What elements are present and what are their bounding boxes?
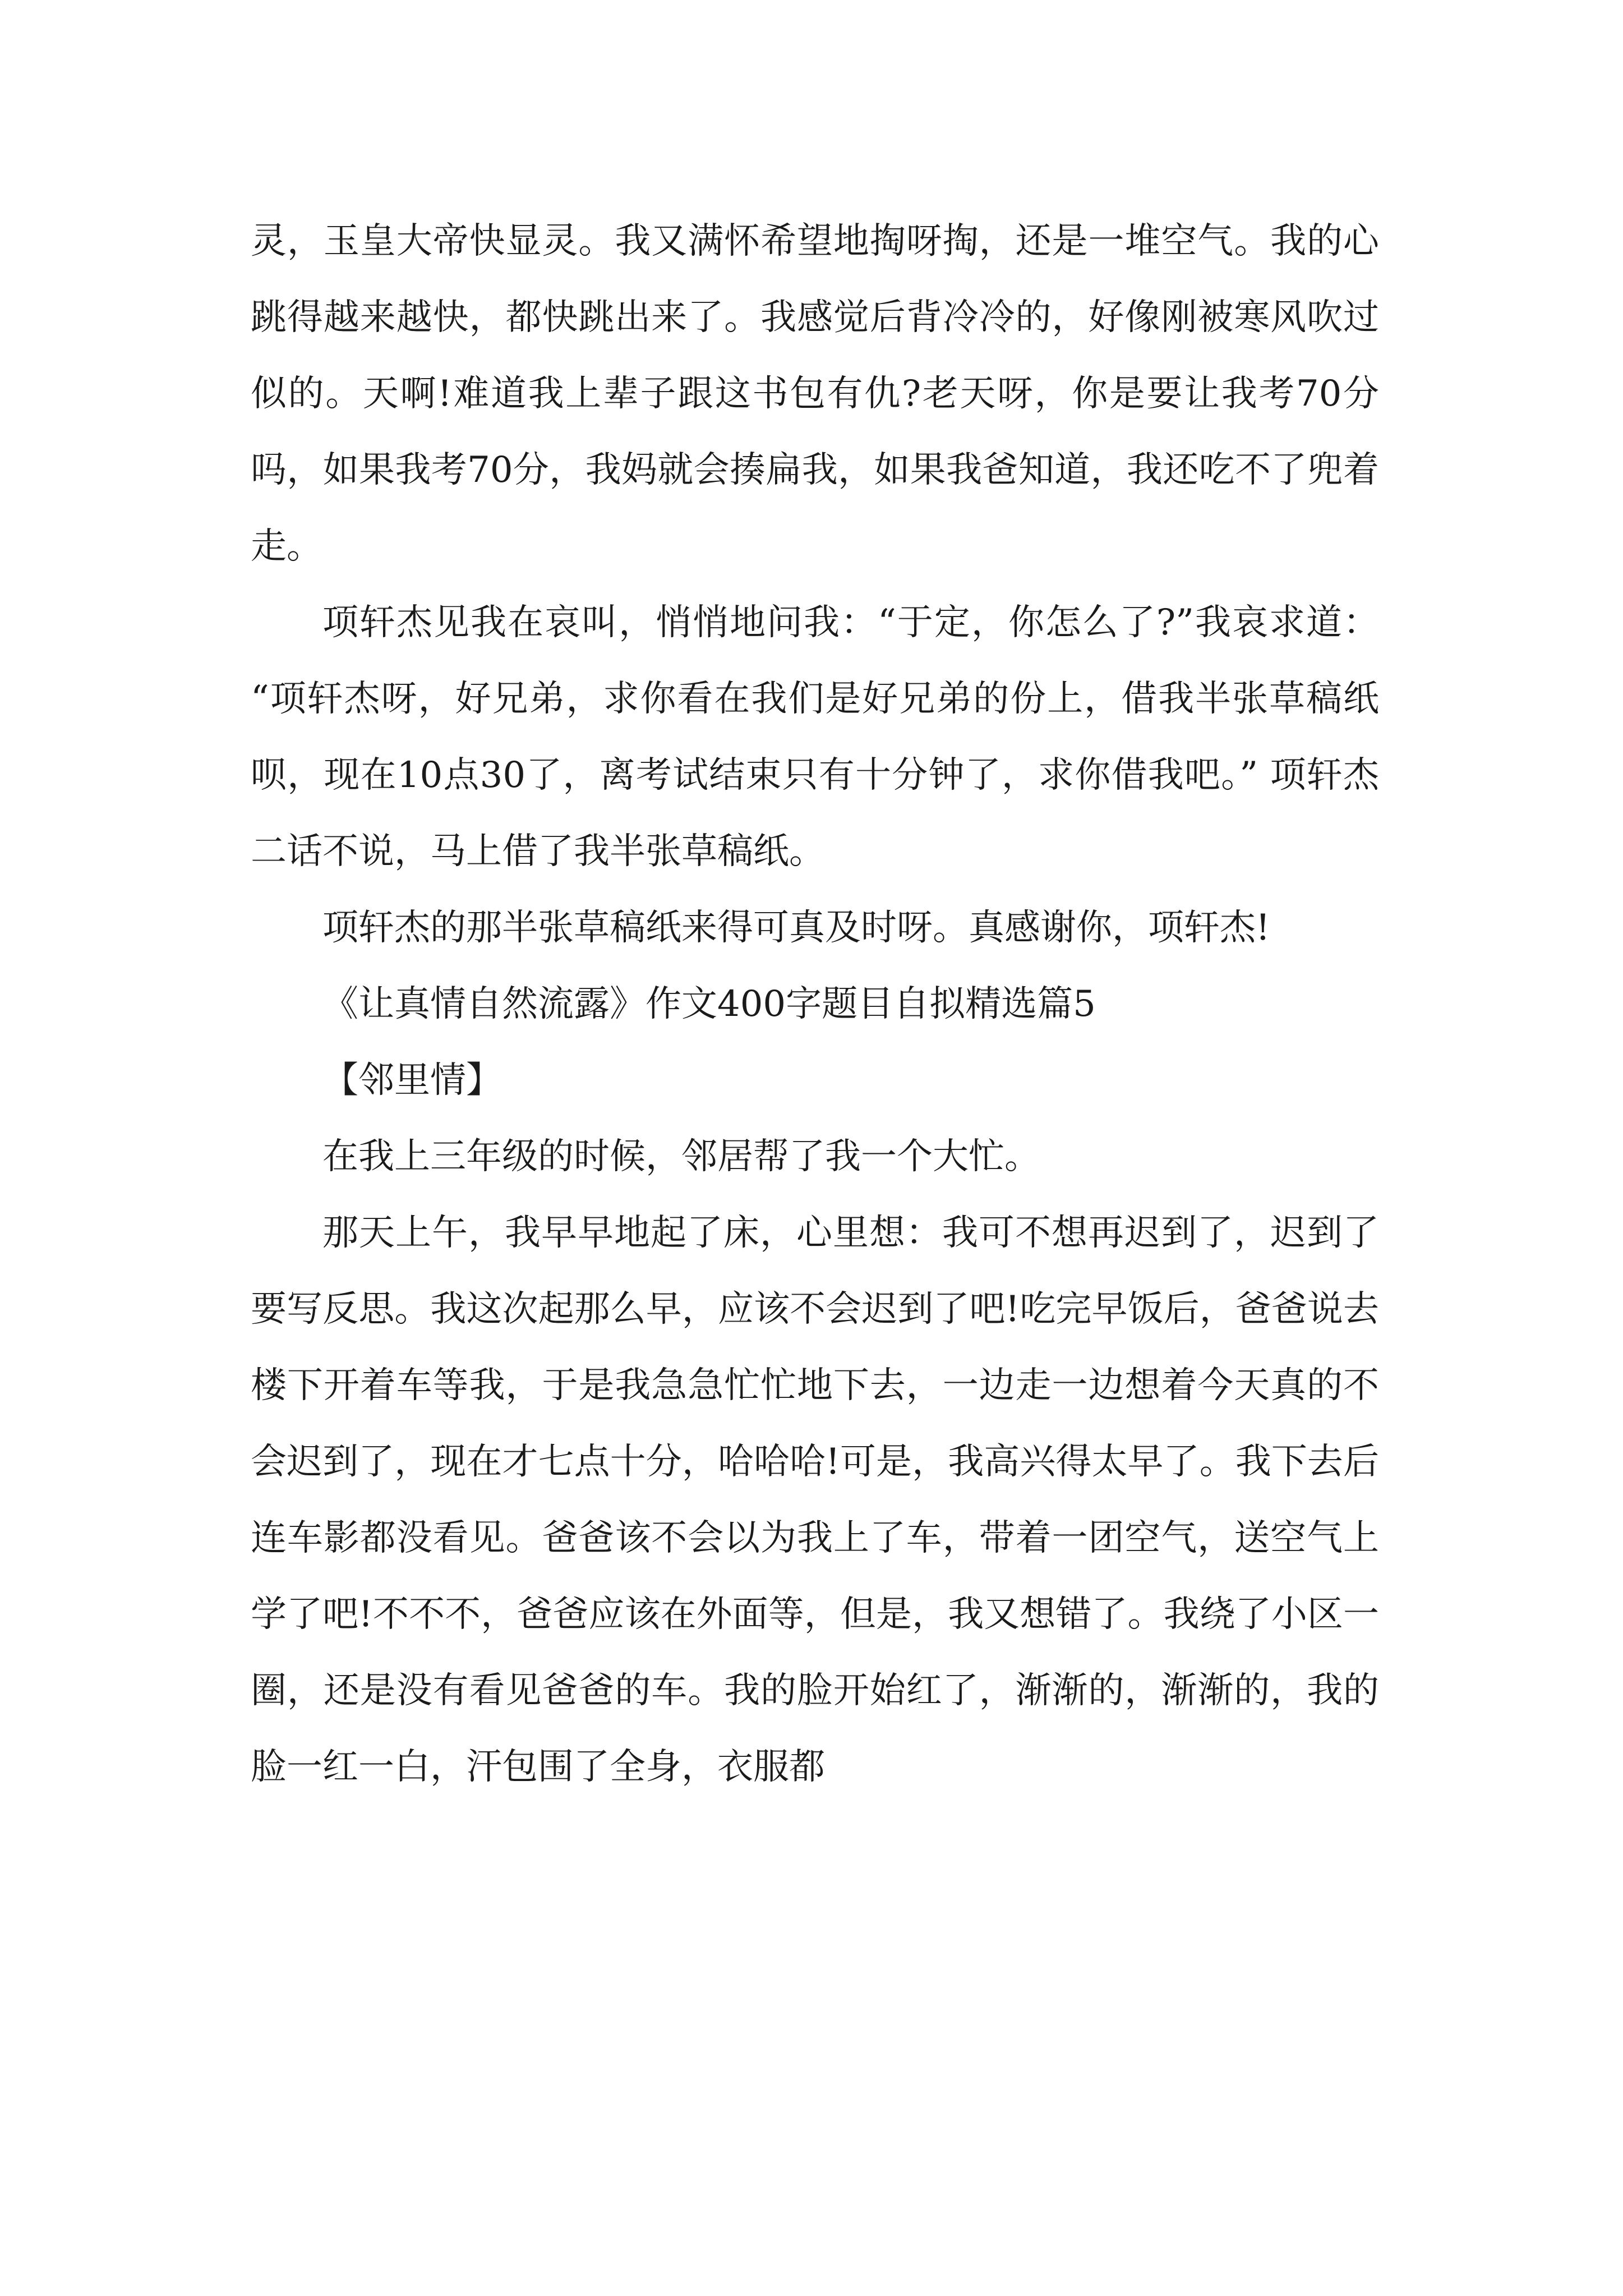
section-subtitle: 【邻里情】 (322, 1060, 502, 1101)
document-body (251, 203, 1379, 1805)
paragraph: 项轩杰的那半张草稿纸来得可真及时呀。真感谢你，项轩杰! (322, 907, 1270, 949)
paragraph: 项轩杰见我在哀叫，悄悄地问我：“于定，你怎么了?”我哀求道： “项轩杰呀，好兄弟，求你看在我们是好兄弟的份上，借我半张草稿纸呗，现在10点30了，离考试结束只有十分钟了，求你借我吧。” 项轩杰二话不说，马上借了我半张草稿纸。 (251, 602, 1379, 872)
paragraph: 在我上三年级的时候，邻居帮了我一个大忙。 (322, 1136, 1040, 1177)
section-title: 《让真情自然流露》作文400字题目自拟精选篇5 (322, 983, 1096, 1025)
paragraph: 那天上午，我早早地起了床，心里想：我可不想再迟到了，迟到了要写反思。我这次起那么早，应该不会迟到了吧!吃完早饭后，爸爸说去楼下开着车等我，于是我急急忙忙地下去，一边走一边想着今天真的不会迟到了，现在才七点十分，哈哈哈!可是，我高兴得太早了。我下去后连车影都没看见。爸爸该不会以为我上了车，带着一团空气，送空气上学了吧!不不不，爸爸应该在外面等，但是，我又想错了。我绕了小区一圈，还是没有看见爸爸的车。我的脸开始红了，渐渐的，渐渐的，我的脸一红一白，汗包围了全身，衣服都 (251, 1212, 1379, 1788)
paragraph-continued: 灵，玉皇大帝快显灵。我又满怀希望地掏呀掏，还是一堆空气。我的心跳得越来越快，都快跳出来了。我感觉后背冷冷的，好像刚被寒风吹过似的。天啊!难道我上辈子跟这书包有仇?老天呀，你是要让我考70分吗，如果我考70分，我妈就会揍扁我，如果我爸知道，我还吃不了兜着走。 (251, 220, 1379, 567)
